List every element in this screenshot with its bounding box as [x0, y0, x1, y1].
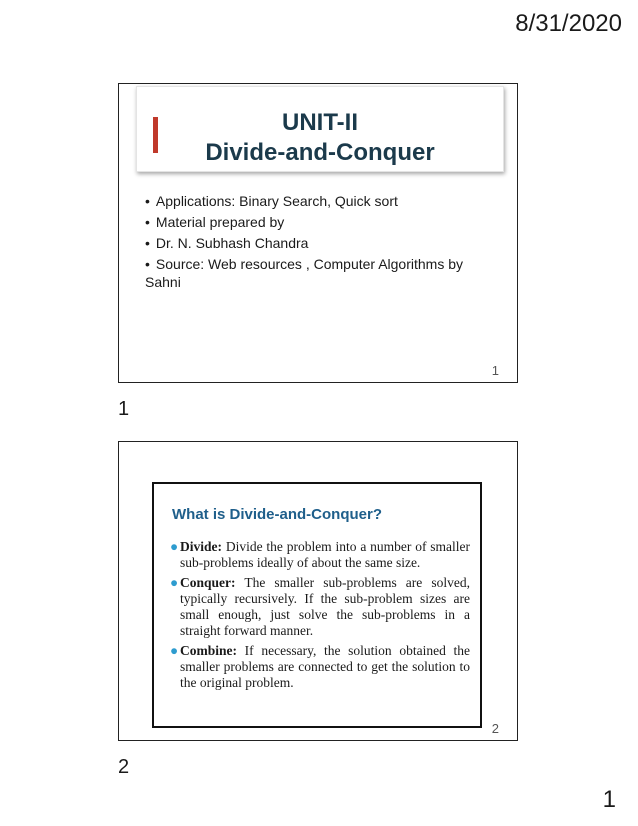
slide-title-box — [136, 86, 504, 172]
list-item: ● Conquer: The smaller sub-problems are solved, typically recursively. If the sub-problem sizes are small enough, just solve the sub-problems in a straight forward manner. — [170, 575, 470, 638]
page-number: 1 — [602, 786, 616, 813]
slide-title-topic: Divide-and-Conquer — [205, 139, 435, 166]
definition-list — [170, 539, 470, 695]
bullet-item: • Applications: Binary Search, Quick sort — [145, 193, 398, 209]
slide-1-bullets — [145, 192, 495, 294]
slide-number: 1 — [491, 363, 499, 378]
slide-caption-1: 1 — [118, 398, 130, 420]
list-item: ● Divide: Divide the problem into a number of smaller sub-problems ideally of about the same size. — [170, 539, 470, 570]
bullet-icon: ● — [170, 643, 179, 658]
slide-heading: What is Divide-and-Conquer? — [172, 506, 382, 523]
slide-caption-2: 2 — [118, 756, 130, 778]
list-item: ● Combine: If necessary, the solution obtained the smaller problems are connected to get the solution to the original problem. — [170, 643, 470, 690]
slide-title-unit: UNIT-II — [282, 109, 358, 136]
bullet-icon: ● — [170, 575, 179, 590]
page-date: 8/31/2020 — [515, 10, 622, 37]
slide-2 — [118, 441, 518, 741]
bullet-icon: ● — [170, 539, 179, 554]
slide-1 — [118, 83, 518, 383]
slide-number: 2 — [491, 721, 499, 736]
content-frame — [152, 482, 482, 728]
bullet-item: • Material prepared by — [145, 214, 285, 230]
bullet-item: • Source: Web resources , Computer Algorithms by Sahni — [145, 256, 463, 290]
bullet-item: • Dr. N. Subhash Chandra — [145, 235, 309, 251]
